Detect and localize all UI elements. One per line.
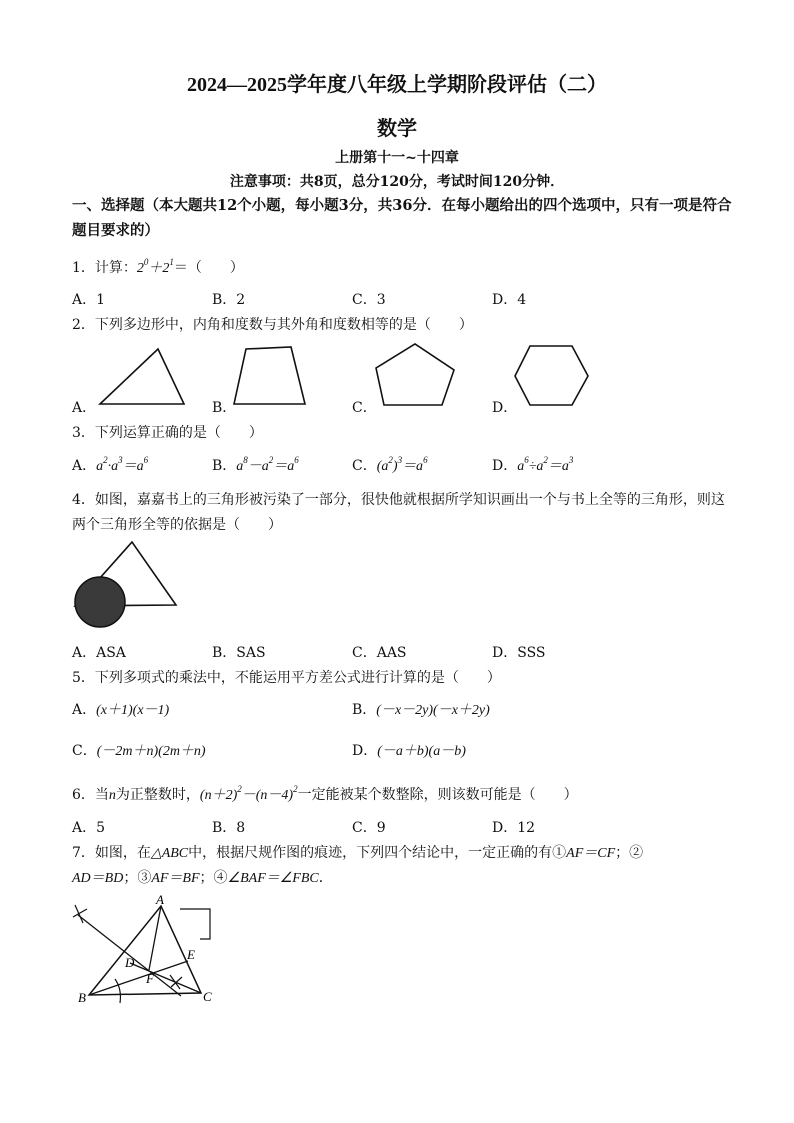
q6-option-b[interactable]: B．8 bbox=[212, 820, 246, 836]
q5-option-d[interactable]: D．(－a＋b)(a－b) bbox=[352, 743, 466, 759]
q6-option-c[interactable]: C．9 bbox=[352, 820, 386, 836]
q1-suffix: ＝（ ） bbox=[173, 260, 244, 276]
q1-expression: $2^0+2^1$ bbox=[136, 257, 174, 276]
pentagon-shape bbox=[376, 344, 454, 405]
q1-option-b[interactable]: B．2 bbox=[212, 292, 246, 308]
exam-title: 2024—2025学年度八年级上学期阶段评估（二） bbox=[187, 74, 607, 96]
label-f: F bbox=[146, 971, 154, 986]
triangle-shape bbox=[100, 349, 184, 404]
label-c: C bbox=[203, 989, 212, 1004]
trapezoid-shape bbox=[234, 347, 305, 404]
q3-option-d[interactable]: D．$a^6\div a^2=a^3$ bbox=[492, 455, 574, 474]
q1-option-a[interactable]: A．1 bbox=[72, 292, 106, 308]
scope-line: 上册第十一~十四章 bbox=[335, 150, 459, 166]
question-6-stem: 6．当n为正整数时，$(n+2)^2-(n-4)^2$一定能被某个数整除，则该数可能是（ ） bbox=[72, 784, 578, 803]
q1-option-d[interactable]: D．4 bbox=[492, 292, 527, 308]
q4-option-b[interactable]: B．SAS bbox=[212, 645, 266, 661]
q2-shapes bbox=[0, 335, 794, 415]
label-b: B bbox=[78, 990, 86, 1005]
q4-option-d[interactable]: D．SSS bbox=[492, 645, 546, 661]
q7-figure bbox=[70, 893, 230, 1013]
subject-title: 数学 bbox=[377, 116, 417, 140]
question-3-stem: 3．下列运算正确的是（ ） bbox=[72, 425, 263, 441]
label-a: A bbox=[156, 893, 164, 907]
q2-option-c[interactable]: C． bbox=[352, 400, 377, 416]
label-e: E bbox=[187, 947, 195, 962]
q3-option-a[interactable]: A．$a^2\cdot a^3=a^6$ bbox=[72, 455, 149, 474]
q4-figure bbox=[70, 538, 190, 628]
question-4-stem-line1: 4．如图，嘉嘉书上的三角形被污染了一部分，很快他就根据所学知识画出一个与书上全等的三角形，则这 bbox=[72, 492, 725, 508]
q2-option-d[interactable]: D． bbox=[492, 400, 518, 416]
question-4-stem-line2: 两个三角形全等的依据是（ ） bbox=[72, 517, 282, 533]
q3-option-c[interactable]: C．$(a^2)^3=a^6$ bbox=[352, 455, 428, 474]
section-heading: 一、选择题（本大题共12个小题，每小题3分，共36分．在每小题给出的四个选项中，只有一项是符合题目要求的） bbox=[72, 197, 732, 239]
q5-option-a[interactable]: A．(x＋1)(x－1) bbox=[72, 702, 170, 718]
question-2-stem: 2．下列多边形中，内角和度数与其外角和度数相等的是（ ） bbox=[72, 317, 473, 333]
notice-line: 注意事项：共8页，总分120分，考试时间120分钟． bbox=[229, 174, 565, 190]
question-5-stem: 5．下列多项式的乘法中，不能运用平方差公式进行计算的是（ ） bbox=[72, 670, 501, 686]
q4-option-a[interactable]: A．ASA bbox=[72, 645, 126, 661]
q1-option-c[interactable]: C．3 bbox=[352, 292, 386, 308]
label-d: D bbox=[125, 955, 135, 970]
question-1-stem bbox=[72, 257, 244, 277]
q5-option-b[interactable]: B．(－x－2y)(－x＋2y) bbox=[352, 702, 490, 718]
q6-option-d[interactable]: D．12 bbox=[492, 820, 536, 836]
q3-option-b[interactable]: B．$a^8-a^2=a^6$ bbox=[212, 455, 299, 474]
q2-option-b[interactable]: B． bbox=[212, 400, 237, 416]
q6-option-a[interactable]: A．5 bbox=[72, 820, 106, 836]
q2-option-a[interactable]: A． bbox=[72, 400, 97, 416]
question-7-stem-line2: AD＝BD；③AF＝BF；④∠BAF＝∠FBC． bbox=[72, 870, 333, 886]
q4-option-c[interactable]: C．AAS bbox=[352, 645, 407, 661]
question-7-stem-line1: 7．如图，在△ABC中，根据尺规作图的痕迹，下列四个结论中，一定正确的有①AF＝CF；② bbox=[72, 845, 644, 861]
q5-option-c[interactable]: C．(－2m＋n)(2m＋n) bbox=[72, 743, 206, 759]
hexagon-shape bbox=[515, 346, 588, 405]
triangle-abc bbox=[89, 906, 201, 995]
q1-prefix: 1．计算： bbox=[72, 260, 137, 276]
